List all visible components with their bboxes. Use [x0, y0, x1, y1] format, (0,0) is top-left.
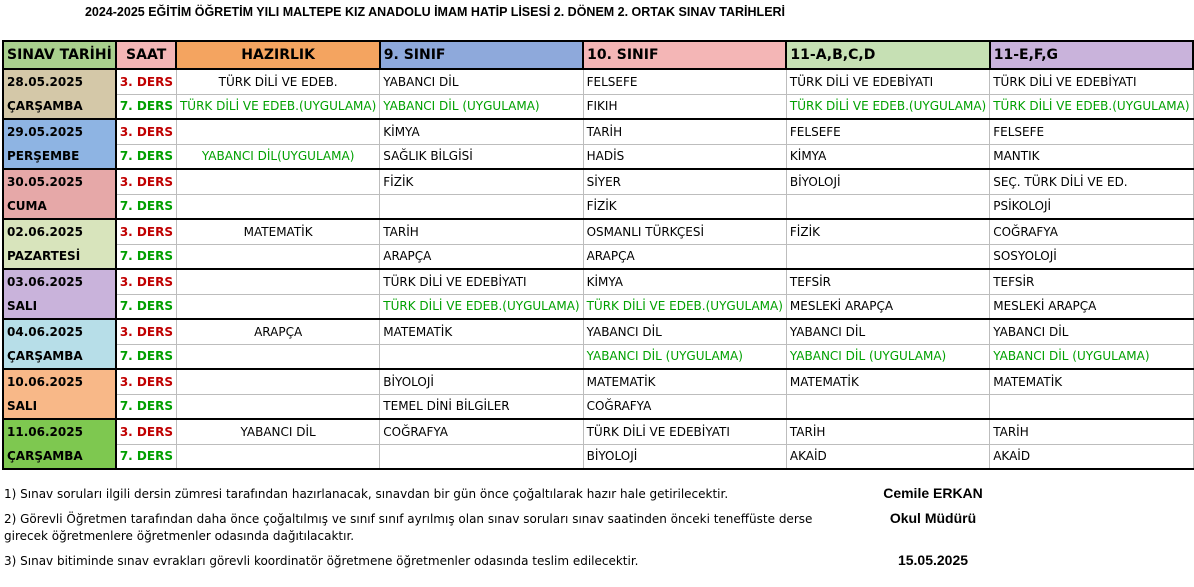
table-row: [3, 394, 1193, 419]
table-row: [3, 319, 1193, 344]
subject-cell: BİYOLOJİ: [583, 444, 786, 469]
exam-date-cell: [3, 169, 116, 219]
exam-date: 10.06.2025: [7, 375, 83, 389]
period-cell: 3. DERS: [116, 419, 177, 444]
subject-cell: ARAPÇA: [380, 244, 583, 269]
note-2-continued: girecek öğretmenlere öğretmenler odasında dağıtılacaktır.: [4, 529, 355, 543]
exam-date-cell: [3, 369, 116, 419]
subject-cell: TÜRK DİLİ VE EDEB.(UYGULAMA): [380, 294, 583, 319]
subject-cell: MATEMATİK: [380, 319, 583, 344]
exam-date: 04.06.2025: [7, 325, 83, 339]
period-cell: 7. DERS: [116, 194, 177, 219]
subject-cell: SAĞLIK BİLGİSİ: [380, 144, 583, 169]
subject-cell: TARİH: [380, 219, 583, 244]
period-cell: 3. DERS: [116, 369, 177, 394]
subject-cell: ARAPÇA: [583, 244, 786, 269]
subject-cell: TÜRK DİLİ VE EDEB.(UYGULAMA): [786, 94, 989, 119]
subject-cell: BİYOLOJİ: [786, 169, 989, 194]
exam-day: ÇARŞAMBA: [7, 349, 83, 363]
subject-cell: [990, 394, 1193, 419]
subject-cell: YABANCI DİL (UYGULAMA): [990, 344, 1193, 369]
subject-cell: MANTIK: [990, 144, 1193, 169]
prep-subject-cell: [176, 194, 379, 219]
subject-cell: SİYER: [583, 169, 786, 194]
exam-date-cell: [3, 69, 116, 119]
prep-subject-cell: TÜRK DİLİ VE EDEB.(UYGULAMA): [176, 94, 379, 119]
subject-cell: MATEMATİK: [583, 369, 786, 394]
exam-date: 11.06.2025: [7, 425, 83, 439]
subject-cell: YABANCI DİL: [583, 319, 786, 344]
note-2: 2) Görevli Öğretmen tarafından daha önce çoğaltılmış ve sınıf sınıf ayrılmış olan sınav soruları sınav saatinden önceki teneffüste derse: [4, 512, 813, 526]
subject-cell: OSMANLI TÜRKÇESİ: [583, 219, 786, 244]
period-cell: 7. DERS: [116, 444, 177, 469]
subject-cell: TÜRK DİLİ VE EDEBİYATI: [583, 419, 786, 444]
prep-subject-cell: [176, 444, 379, 469]
exam-day: PAZARTESİ: [7, 249, 81, 263]
period-cell: 7. DERS: [116, 94, 177, 119]
subject-cell: SOSYOLOJİ: [990, 244, 1193, 269]
table-row: [3, 294, 1193, 319]
exam-date: 29.05.2025: [7, 125, 83, 139]
subject-cell: TÜRK DİLİ VE EDEBİYATI: [990, 69, 1193, 94]
table-row: [3, 244, 1193, 269]
subject-cell: TÜRK DİLİ VE EDEBİYATI: [786, 69, 989, 94]
subject-cell: TARİH: [583, 119, 786, 144]
prep-subject-cell: [176, 369, 379, 394]
subject-cell: FİZİK: [786, 219, 989, 244]
subject-cell: SEÇ. TÜRK DİLİ VE ED.: [990, 169, 1193, 194]
table-row: [3, 69, 1193, 94]
subject-cell: MESLEKİ ARAPÇA: [990, 294, 1193, 319]
table-row: [3, 444, 1193, 469]
table-row: [3, 119, 1193, 144]
table-row: [3, 94, 1193, 119]
header-row: [3, 41, 1193, 69]
exam-date-cell: [3, 269, 116, 319]
prep-subject-cell: [176, 344, 379, 369]
subject-cell: FELSEFE: [583, 69, 786, 94]
exam-day: SALI: [7, 399, 38, 413]
subject-cell: KİMYA: [380, 119, 583, 144]
prep-subject-cell: [176, 119, 379, 144]
subject-cell: FIKIH: [583, 94, 786, 119]
table-row: [3, 219, 1193, 244]
table-row: [3, 369, 1193, 394]
subject-cell: PSİKOLOJİ: [990, 194, 1193, 219]
header-grade-11-abcd: 11-A,B,C,D: [786, 41, 989, 69]
period-cell: 3. DERS: [116, 269, 177, 294]
period-cell: 7. DERS: [116, 394, 177, 419]
subject-cell: [380, 344, 583, 369]
subject-cell: TEFSİR: [786, 269, 989, 294]
subject-cell: [380, 194, 583, 219]
subject-cell: TÜRK DİLİ VE EDEB.(UYGULAMA): [583, 294, 786, 319]
header-grade-10: 10. SINIF: [583, 41, 786, 69]
period-cell: 3. DERS: [116, 119, 177, 144]
exam-day: ÇARŞAMBA: [7, 99, 83, 113]
subject-cell: AKAİD: [990, 444, 1193, 469]
prep-subject-cell: [176, 244, 379, 269]
table-row: [3, 194, 1193, 219]
subject-cell: HADİS: [583, 144, 786, 169]
prep-subject-cell: YABANCI DİL(UYGULAMA): [176, 144, 379, 169]
header-period: SAAT: [116, 41, 177, 69]
prep-subject-cell: YABANCI DİL: [176, 419, 379, 444]
period-cell: 3. DERS: [116, 169, 177, 194]
subject-cell: MESLEKİ ARAPÇA: [786, 294, 989, 319]
subject-cell: MATEMATİK: [786, 369, 989, 394]
principal-name: Cemile ERKAN: [883, 485, 983, 501]
subject-cell: FELSEFE: [990, 119, 1193, 144]
table-row: [3, 344, 1193, 369]
subject-cell: TÜRK DİLİ VE EDEBİYATI: [380, 269, 583, 294]
subject-cell: [786, 244, 989, 269]
subject-cell: TEMEL DİNİ BİLGİLER: [380, 394, 583, 419]
table-row: [3, 269, 1193, 294]
subject-cell: MATEMATİK: [990, 369, 1193, 394]
signature-date: 15.05.2025: [897, 552, 969, 568]
header-prep: HAZIRLIK: [176, 41, 379, 69]
exam-date-cell: [3, 319, 116, 369]
prep-subject-cell: [176, 294, 379, 319]
exam-date: 02.06.2025: [7, 225, 83, 239]
exam-date: 03.06.2025: [7, 275, 83, 289]
exam-date-cell: [3, 219, 116, 269]
subject-cell: TÜRK DİLİ VE EDEB.(UYGULAMA): [990, 94, 1193, 119]
subject-cell: BİYOLOJİ: [380, 369, 583, 394]
exam-date: 30.05.2025: [7, 175, 83, 189]
subject-cell: YABANCI DİL (UYGULAMA): [583, 344, 786, 369]
subject-cell: FİZİK: [380, 169, 583, 194]
subject-cell: COĞRAFYA: [583, 394, 786, 419]
subject-cell: [380, 444, 583, 469]
subject-cell: TARİH: [786, 419, 989, 444]
page-title: 2024-2025 EĞİTİM ÖĞRETİM YILI MALTEPE KIZ ANADOLU İMAM HATİP LİSESİ 2. DÖNEM 2. ORTAK SINAV TARİHLERİ: [84, 5, 786, 19]
subject-cell: FELSEFE: [786, 119, 989, 144]
prep-subject-cell: TÜRK DİLİ VE EDEB.: [176, 69, 379, 94]
header-grade-11-efg: 11-E,F,G: [990, 41, 1193, 69]
period-cell: 3. DERS: [116, 219, 177, 244]
subject-cell: YABANCI DİL (UYGULAMA): [786, 344, 989, 369]
subject-cell: FİZİK: [583, 194, 786, 219]
subject-cell: AKAİD: [786, 444, 989, 469]
exam-date-cell: [3, 419, 116, 469]
exam-schedule-table: [2, 40, 1194, 470]
period-cell: 7. DERS: [116, 144, 177, 169]
exam-day: PERŞEMBE: [7, 149, 80, 163]
prep-subject-cell: MATEMATİK: [176, 219, 379, 244]
period-cell: 7. DERS: [116, 244, 177, 269]
header-grade-9: 9. SINIF: [380, 41, 583, 69]
exam-date-cell: [3, 119, 116, 169]
subject-cell: KİMYA: [583, 269, 786, 294]
period-cell: 3. DERS: [116, 69, 177, 94]
period-cell: 7. DERS: [116, 294, 177, 319]
subject-cell: [786, 194, 989, 219]
exam-day: ÇARŞAMBA: [7, 449, 83, 463]
period-cell: 3. DERS: [116, 319, 177, 344]
subject-cell: TARİH: [990, 419, 1193, 444]
note-1: 1) Sınav soruları ilgili dersin zümresi tarafından hazırlanacak, sınavdan bir gün önce çoğaltılarak hazır hale getirilecektir.: [4, 487, 729, 501]
principal-title: Okul Müdürü: [889, 510, 977, 526]
period-cell: 7. DERS: [116, 344, 177, 369]
table-row: [3, 144, 1193, 169]
subject-cell: [786, 394, 989, 419]
subject-cell: KİMYA: [786, 144, 989, 169]
prep-subject-cell: [176, 269, 379, 294]
table-row: [3, 169, 1193, 194]
subject-cell: TEFSİR: [990, 269, 1193, 294]
subject-cell: COĞRAFYA: [990, 219, 1193, 244]
exam-day: CUMA: [7, 199, 47, 213]
exam-day: SALI: [7, 299, 38, 313]
note-3: 3) Sınav bitiminde sınav evrakları görevli koordinatör öğretmene öğretmenler odasında teslim edilecektir.: [4, 554, 639, 568]
subject-cell: YABANCI DİL (UYGULAMA): [380, 94, 583, 119]
exam-date: 28.05.2025: [7, 75, 83, 89]
prep-subject-cell: [176, 169, 379, 194]
header-exam-date: SINAV TARİHİ: [3, 41, 116, 69]
subject-cell: YABANCI DİL: [786, 319, 989, 344]
prep-subject-cell: [176, 394, 379, 419]
table-row: [3, 419, 1193, 444]
subject-cell: COĞRAFYA: [380, 419, 583, 444]
subject-cell: YABANCI DİL: [990, 319, 1193, 344]
subject-cell: YABANCI DİL: [380, 69, 583, 94]
prep-subject-cell: ARAPÇA: [176, 319, 379, 344]
